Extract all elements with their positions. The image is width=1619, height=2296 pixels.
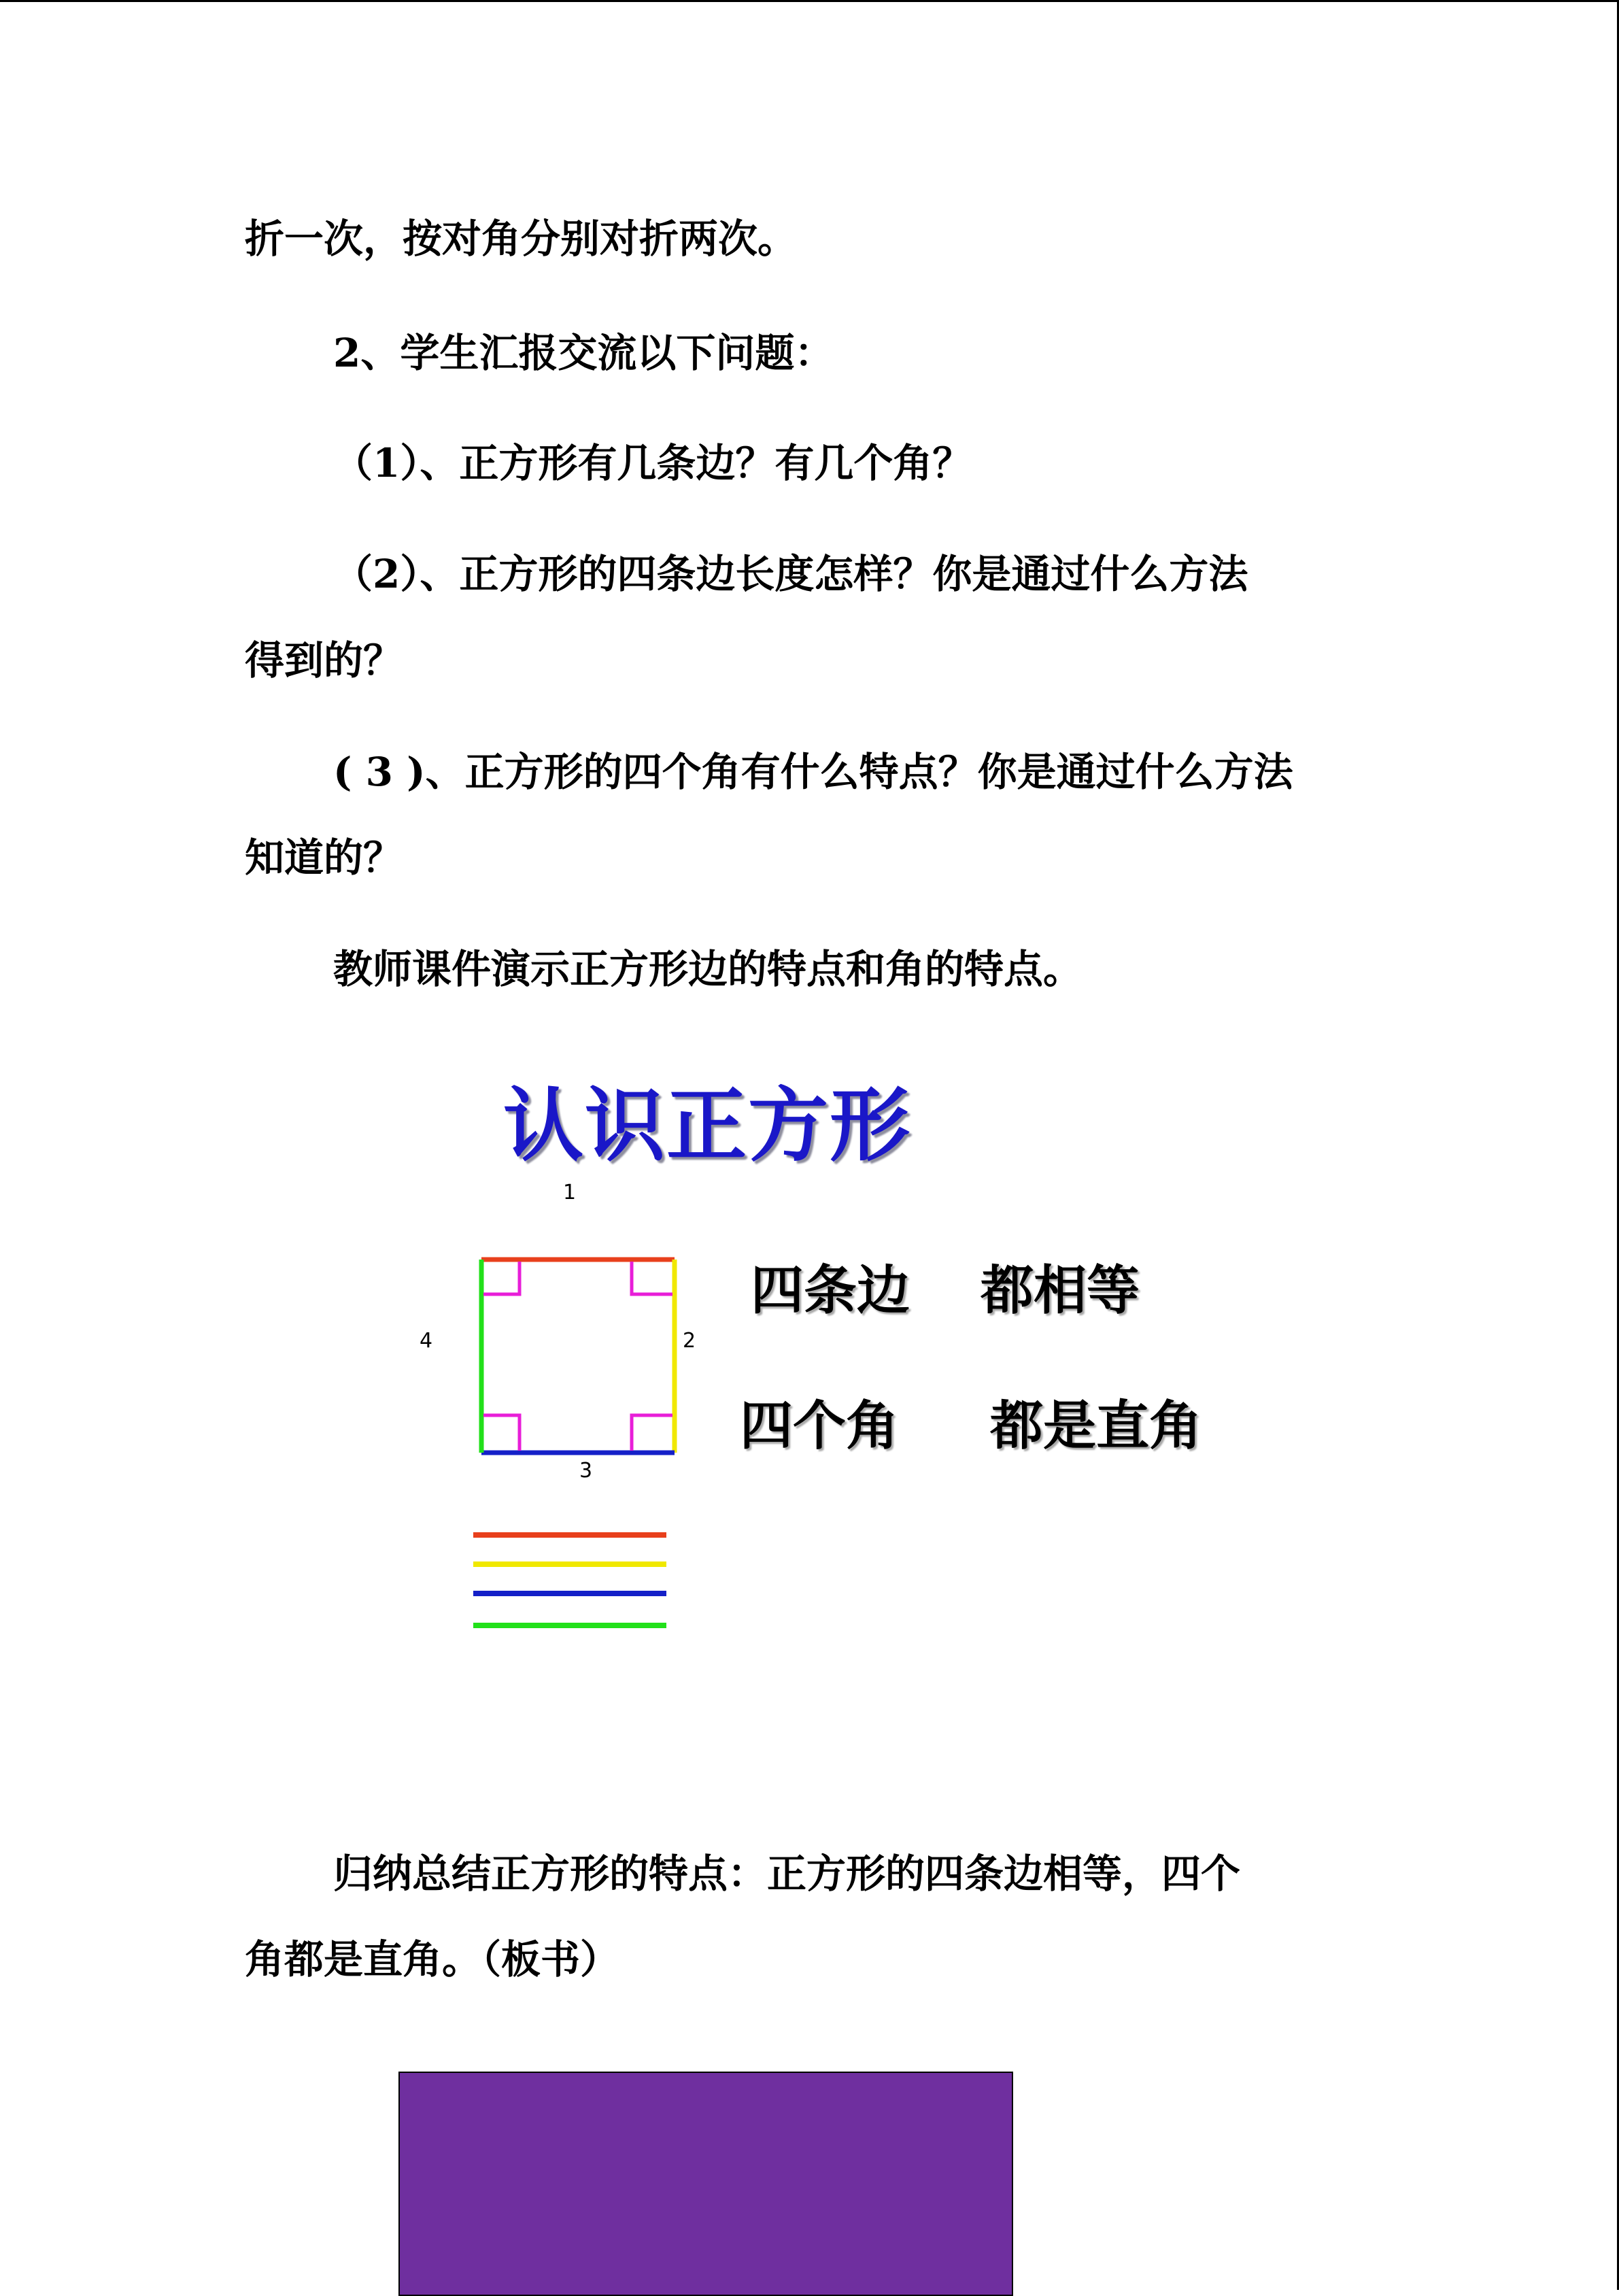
page-top-border xyxy=(0,0,1619,2)
paragraph-student-report: 2、学生汇报交流以下问题： xyxy=(333,330,834,376)
right-angle-mark-top-right xyxy=(632,1262,672,1294)
paragraph-fold-instruction: 折一次，按对角分别对折两次。 xyxy=(245,216,798,262)
paragraph-question-2-line-1: （2）、正方形的四条边长度怎样？你是通过什么方法 xyxy=(333,551,1248,597)
paragraph-question-2-line-2: 得到的？ xyxy=(245,637,403,683)
slide-title: 认识正方形 xyxy=(503,1079,912,1172)
side-label-left: 4 xyxy=(420,1329,433,1353)
slide-text-four-angles: 四个角 xyxy=(740,1396,900,1457)
side-label-right: 2 xyxy=(683,1329,696,1353)
paragraph-question-3-line-2: 知道的？ xyxy=(245,834,403,881)
side-label-top: 1 xyxy=(563,1181,577,1204)
paragraph-summary-line-2: 角都是直角。（板书） xyxy=(245,1936,620,1982)
right-angle-mark-top-left xyxy=(483,1262,519,1294)
slide-text-four-sides: 四条边 xyxy=(751,1260,910,1321)
right-angle-mark-bottom-right xyxy=(632,1415,672,1451)
purple-square-shape xyxy=(398,2072,1013,2296)
paragraph-question-3-line-1: ( 3 )、正方形的四个角有什么特点？你是通过什么方法 xyxy=(333,749,1293,795)
slide-text-all-right-angles: 都是直角 xyxy=(990,1396,1203,1457)
paragraph-question-1: （1）、正方形有几条边？有几个角？ xyxy=(333,440,972,486)
slide-text-all-equal: 都相等 xyxy=(981,1260,1140,1321)
paragraph-teacher-demo: 教师课件演示正方形边的特点和角的特点。 xyxy=(333,946,1083,992)
side-label-bottom: 3 xyxy=(579,1459,593,1483)
square-figure xyxy=(408,1238,694,1646)
right-angle-mark-bottom-left xyxy=(483,1415,519,1451)
paragraph-summary-line-1: 归纳总结正方形的特点：正方形的四条边相等，四个 xyxy=(333,1851,1241,1897)
